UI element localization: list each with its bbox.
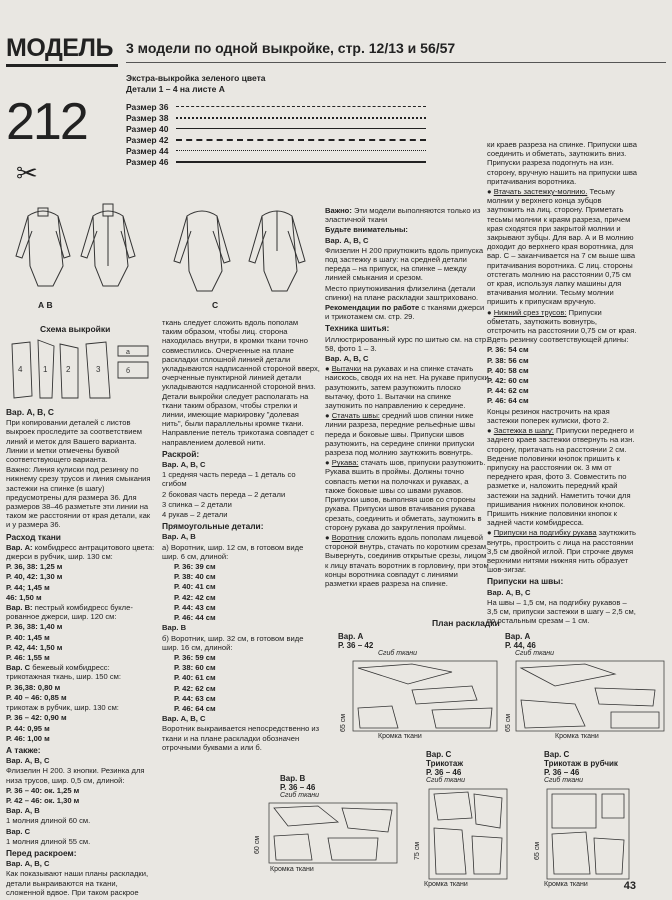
darts-title: Вытачки [331,364,362,374]
plan-3-diagram [268,802,398,864]
rect-b-value: Р. 40: 61 см [174,673,216,683]
low-text-2: Концы резинок настрочить на края застежки поперек кулиски, фото 2. [487,406,610,425]
also-value: Р. 42 – 46: ок. 1,30 м [6,795,80,805]
plan-variant: Вар. А [338,632,364,641]
var-c-rib-value: Р. 44: 0,95 м [6,723,50,733]
var-abc-heading: Вар. А, В, С [6,407,54,417]
zip-title: Втачать застежку-молнию. [493,187,588,197]
recommend-label: Рекомендации по работе [325,303,420,313]
important-text: Эти модели выполняются только из эластичной ткани [325,206,481,225]
size-line [176,106,426,107]
plan-sub: Трикотаж [426,759,464,768]
fold-label: Сгиб ткани [426,777,466,784]
extra-pattern-label: Экстра-выкройка зеленого цвета [126,73,266,83]
size-label: Размер 44 [126,145,169,156]
var-a-label: Вар. А: [6,542,33,552]
svg-text:4: 4 [18,365,23,374]
var-a-value: Р. 40, 42: 1,30 м [6,572,63,582]
size-label: Размер 46 [126,156,169,167]
also-ab: Вар. А, В [6,806,40,816]
col4-intro: ки краев разреза на спинке. Припуски шва соединить и обметать, заутюжить вниз. Припуски разреза подогнуть на изн. сторону, вручную нашить на припуски шва притачивания воротника. [487,140,637,186]
column-3: Важно: Эти модели выполняются только из эластичной ткани Будьте внимательны: Вар. А, В, С Флизелин Н 200 приутюжить вдоль припуска под застежку в шагу: на средней детали переда – на припуск, на спинке – между линией смыкания и срезом. Место приутюживания флизелина (детали спинки) на плане раскладки заштриховано. Рекомендации по работе с тканями джерси и трикотажем см. стр. 29. Техника шитья: Иллюстрированный курс по шитью см. на стр. 58, фото 1 – 3. Вар. А, В, С ● Вытачки на рукавах и на спинке стачать наискось, сводя их на нет. На рукаве припуски разутюжить, затем разутюжить плоско вытачку, фото 1. Вытачки на спинке заутюжить по направлению к середине. ● Стачать швы: средний шов спинки ниже линии разреза, передние рельефные швы переда и боковые швы. Припуски швов разутюжить, на середине спинки припуски разреза под молнию заутюжить вовнутрь. ● Рукава: стачать шов, припуски разутюжить. Рукава вшить в проймы. Должны точно совпасть метки на полочках и рукавах, а также боковые швы со швами рукавов. Припуски швов, выполняя шов со стороны рукава. Припуски швов втачивания рукава срезать, соединить и обметать, заутюжить в сторону рукава до закругления проймы. ● Воротник сложить вдоль пополам лицевой стороной внутрь, стачать по коротким срезам. Вывернуть, соединив открытые срезы, лицом к лицу втачать воротник в горловину, при этом концы воротника совпадут с линиями разметки краев разреза на спинке. [325,206,489,588]
low-value: Р. 46: 64 см [487,396,529,406]
layout-plan-5 [530,750,636,890]
zip-text: Тесьму молнии у верхнего конца зубцов заутюжить на лиц. сторону. Приметать тесьмы молнии к краям разреза, причем края сходятся при закрытой молнии и закрывают зубцы. Для вар. А и В молнию доходит до верхнего края воротника, для вар. С – заканчивается на 7 см выше шва притачивания воротника. С лиц. стороны отстегать молнию на расстоянии 0,75 см от края, используя лапку машины для втачивания молнии. Тесьму молнии пришить к припускам вручную. [487,187,636,307]
allowance-text: На швы – 1,5 см, на подгибку рукавов – 3,5 см, припуски застежки в шагу – 2,5 см, по остальным срезам – 1 см. [487,597,636,626]
also-c: Вар. С [6,826,31,836]
careful-text-2: Место приутюживания флизелина (детали спинки) на плане раскладки заштриховано. [325,283,479,302]
rect-b-text: б) Воротник, шир. 32 см, в готовом виде шир. 16 см, длиной: [162,633,304,652]
careful-heading: Будьте внимательны: [325,225,408,235]
layout-plan-4 [408,750,508,890]
plan-variant: Вар. С [544,750,570,759]
size-label: Размер 36 [126,101,169,112]
crotch-title: Застежка в шагу: [493,426,554,436]
plan-width: 65 см [534,841,541,860]
size-line [176,128,426,129]
allowance-abc: Вар. А, В, С [487,587,531,597]
low-value: Р. 38: 56 см [487,355,529,365]
size-row [126,112,426,123]
rect-ab: Вар. А, В [162,532,196,542]
collar-title: Воротник [331,532,365,542]
model-number: 212 [6,93,87,151]
plan-sizes: Р. 36 – 46 [544,768,580,777]
plan-2-diagram [515,660,665,732]
plan-width: 65 см [340,713,347,732]
plan-sizes: Р. 36 – 46 [280,783,316,792]
plan-sub: Трикотаж в рубчик [544,759,618,768]
rect-a-value: Р. 46: 44 см [174,613,216,623]
fold-label: Сгиб ткани [544,777,584,784]
low-value: Р. 44: 62 см [487,386,529,396]
size-row [126,101,426,112]
size-row [126,123,426,134]
column-1 [6,405,156,898]
important-label: Важно: [325,206,352,215]
recommend-text: с тканями джерси и трикотажем см. стр. 29. [325,303,485,322]
var-a-value: Р. 36, 38: 1,25 м [6,562,63,572]
technique-heading: Техника шитья: [325,323,390,334]
also-c-text: 1 молния длиной 55 см. [6,836,91,846]
fold-label: Сгиб ткани [280,792,320,799]
plan-variant: Вар. С [426,750,452,759]
low-title: Нижний срез трусов: [493,307,567,317]
size-label: Размер 38 [126,112,169,123]
fold-label: Сгиб ткани [378,650,418,657]
plan-variant: Вар. А [505,632,531,641]
low-text: Припуски обметать, заутюжить вовнутрь, отстрочить на расстоянии 0,75 см от края. Вдеть резинку соответствующей длины: [487,307,637,345]
var-c-rib-value: Р. 46: 1,00 м [6,733,50,743]
size-line [176,161,426,163]
rect-heading: Прямоугольные детали: [162,521,264,532]
pattern-scheme-title: Схема выкройки [40,324,111,334]
plan-5-diagram [546,788,630,880]
hem-text: заутюжить внутрь, простроить с лица на расстоянии 3,5 см двойной иглой. При строчке двумя верхними нитями нижняя нить образует шов-зигзаг. [487,528,636,575]
var-b-label: Вар. В: [6,603,33,613]
var-a-value: 46: 1,50 м [6,592,42,602]
consumption-heading: Расход ткани [6,531,61,542]
sleeves-text: стачать шов, припуски разутюжить. Рукава вшить в проймы. Должны точно совпасть метки на полочках и рукавах, а также боковые швы со швами рукавов. Припуски швов, выполняя шов со стороны рукава. Припуски швов втачивания рукава срезать, соединить и обметать, заутюжить в сторону рукава до закругления проймы. [325,458,486,532]
sketch-label-c: С [212,300,219,310]
plan-sizes: Р. 36 – 42 [338,641,374,650]
plan-width: 65 см [505,713,512,732]
selvage-label: Кромка ткани [555,733,599,740]
cut-heading: Раскрой: [162,448,200,459]
selvage-label: Кромка ткани [424,881,468,888]
section-title: МОДЕЛЬ [6,34,113,62]
cut-item: 2 боковая часть переда – 2 детали [162,489,286,499]
plan-sizes: Р. 44, 46 [505,641,536,650]
column-4: ки краев разреза на спинке. Припуски шва соединить и обметать, заутюжить вниз. Припуски разреза подогнуть на изн. сторону, вручную нашить на припуски шва притачивания воротника. ● Втачать застежку-молнию. Тесьму молнии у верхнего конца зубцов заутюжить на лиц. сторону. Приметать тесьмы молнии к краям разреза, причем края сходятся при закрытой молнии и закрывают зубцы. Для вар. А и В молнию доходит до верхнего края воротника, для вар. С – заканчивается на 7 см выше шва притачивания воротника. С лиц. стороны отстегать молнию на расстоянии 0,75 см от края, используя лапку машины для втачивания молнии. Тесьму молнии пришить к припускам вручную. ● Нижний срез трусов: Припуски обметать, заутюжить вовнутрь, отстрочить на расстоянии 0,75 см от края. Вдеть резинку соответствующей длины: Р. 36: 54 см Р. 38: 56 см Р. 40: 58 см Р. 42: 60 см Р. 44: 62 см Р. 46: 64 см Концы резинок настрочить на края застежки поперек кулиски, фото 2. ● Застежка в шагу: Припуски переднего и заднего краев застежки отвернуть на изн. сторону, притачать на расстоянии 2 см. Ведение половинки кнопок пришить к припуску на расстоянии ок. 3 мм от переднего края, фото 3. Совместить по разметке и, наложить передний край застежки на задний. Наметить точки для пришивания нижних половинок кнопок. Пришить нижние половинки кнопок к задней части комбидресса. ● Припуски на подгибку рукава заутюжить внутрь, простроить с лица на расстоянии 3,5 см двойной иглой. При строчке двумя верхними нитями нижняя нить образует шов-зигзаг. Припуски на швы: Вар. А, В, С На швы – 1,5 см, на подгибку рукавов – 3,5 см, припуски застежки в шагу – 2,5 см, по остальным срезам – 1 см. [487,140,637,626]
size-row [126,134,426,145]
transfer-text: Как показывают наши планы раскладки, детали выкраиваются на ткани, сложенной вдвое. При таком раскрое [6,869,149,897]
plan-width: 60 см [254,835,261,854]
size-row [126,145,426,156]
section-rule [6,64,118,67]
also-ab-text: 1 молния длиной 60 см. [6,816,91,826]
rect-b: Вар. В [162,623,187,633]
rect-a-value: Р. 44: 43 см [174,602,216,612]
size-label: Размер 42 [126,134,169,145]
header-divider [126,62,666,63]
selvage-label: Кромка ткани [378,733,422,740]
rect-b-value: Р. 44: 63 см [174,693,216,703]
final-abc: Вар. А, В, С [162,714,206,724]
layout-plan-1 [338,632,498,742]
also-heading: А также: [6,744,41,755]
column-2 [162,318,320,753]
var-a-value: Р. 44; 1,45 м [6,582,50,592]
var-c-text: бежевый комбидресс: трикотажная ткань, шир. 150 см: [6,663,121,682]
page-number: 43 [623,880,636,892]
var-c-value: Р. 36,38: 0,80 м [6,682,61,692]
rect-a-value: Р. 36: 39 см [174,562,216,572]
var-c-value: Р. 40 – 46: 0,85 м [6,692,67,702]
var-c-label: Вар. С [6,663,31,673]
layout-plan-title: План раскладки [432,618,500,628]
low-value: Р. 40: 58 см [487,365,529,375]
plan-4-diagram [428,788,508,880]
fold-label: Сгиб ткани [515,650,555,657]
cutting-intro: ткань следует сложить вдоль пополам таким образом, чтобы лиц. сторона находилась внутри, в кромки ткани точно совместились. Очерченные на плане раскладки сплошной линией детали укладываются надписанной стороной вверх, очерченные пунктирной линией детали укладываются надписанной стороной вниз. Детали выкройки следует располагать на ткани таким образом, чтобы стрелки и линии, имеющие маркировку "долевая нить", были параллельны кромке ткани. Направление петель трикотажа совпадет с направлением долевой нити. [162,318,320,447]
var-c-rib-value: Р. 36 – 42: 0,90 м [6,713,67,723]
also-value: Р. 36 – 40: ок. 1,25 м [6,785,80,795]
garment-sketch-ab [8,196,158,296]
careful-abc: Вар. А, В, С [325,235,369,245]
hem-title: Припуски на подгибку рукава [493,528,597,538]
rect-a-value: Р. 38: 40 см [174,572,216,582]
also-abc: Вар. А, В, С [6,756,50,766]
transfer-heading: Перед раскроем: [6,847,77,858]
svg-text:3: 3 [96,365,101,374]
also-abc-text: Флизелин Н 200. 3 кнопки. Резинка для низа трусов, шир. 0,5 см, длиной: [6,766,145,785]
final-text: Воротник выкраивается непосредственно из ткани и на плане раскладки обозначен отрочными буквами а или б. [162,724,320,752]
plan-width: 75 см [414,841,421,860]
size-line [176,117,426,119]
sketch-label-ab: А В [38,300,53,310]
copy-note: При копировании деталей с листов выкроек проследите за соответствием линий и меток для Вашего варианта. Линии и метки отмечены буквой соответствующего варианта. [6,418,142,465]
size-line [176,139,426,141]
layout-plan-3 [250,774,400,889]
var-b-text: пестрый комбидресс букле-рованное джерси, шир. 120 см: [6,603,133,622]
rect-b-value: Р. 42: 62 см [174,683,216,693]
layout-plan-2 [505,632,665,742]
cut-abc: Вар. А, В, С [162,460,206,470]
low-value: Р. 42: 60 см [487,376,529,386]
rect-b-value: Р. 36: 59 см [174,652,216,662]
size-line [176,150,426,151]
svg-text:1: 1 [43,365,48,374]
rect-a-value: Р. 42: 42 см [174,592,216,602]
svg-text:2: 2 [66,365,71,374]
transfer-abc: Вар. А, В, С [6,859,50,869]
pattern-scheme [8,336,158,402]
var-b-value: Р. 46: 1,55 м [6,653,50,663]
pattern-info [126,73,266,95]
pieces-sheet-label: Детали 1 – 4 на листе А [126,84,225,94]
darts-text: на рукавах и на спинке стачать наискось, сводя их на нет. На рукаве припуски разутюжить, затем разутюжить плоско вытачку, фото 1. Вытачки на спинке заутюжить по направлению к середине. [325,364,489,411]
selvage-label: Кромка ткани [544,881,588,888]
low-value: Р. 36: 54 см [487,345,529,355]
garment-sketch-c [162,196,332,306]
cut-item: 3 спинка – 2 детали [162,499,232,509]
var-b-value: Р. 42, 44: 1,50 м [6,642,63,652]
var-b-value: Р. 36, 38: 1,40 м [6,622,63,632]
cut-item: 4 рукав – 2 детали [162,510,228,520]
var-a-text: комбидресс антрацитового цвета: джерси в рубчик, шир. 130 см: [6,542,155,562]
allowance-heading: Припуски на швы: [487,576,564,587]
important-note: Важно: Линия кулиски под резинку по нижнему срезу трусов и линия смыкания застежки на спинке (в шагу) предусмотрены для размера 36. Для размеров 38–46 разметьте эти линии на таком же расстоянии от края детали, как и у размера 36. [6,465,151,530]
size-label: Размер 40 [126,123,169,134]
rect-b-value: Р. 38: 60 см [174,663,216,673]
selvage-label: Кромка ткани [270,866,314,873]
sleeves-title: Рукава: [331,458,359,468]
scissors-icon: ✂ [16,158,38,188]
rect-a-value: Р. 40: 41 см [174,582,216,592]
plan-sizes: Р. 36 – 46 [426,768,462,777]
tech-abc: Вар. А, В, С [325,354,369,364]
svg-text:б: б [126,368,131,375]
careful-text: Флизелин Н 200 приутюжить вдоль припуска под застежку в шагу: на средней детали переда – на припуск, на спинке – между линией смыкания и срезом. [325,245,484,283]
plan-variant: Вар. В [280,774,306,783]
var-b-value: Р. 40: 1,45 м [6,632,50,642]
cut-item: 1 средняя часть переда – 1 деталь со сгибом [162,470,296,489]
page-title: 3 модели по одной выкройке, стр. 12/13 и 56/57 [126,40,456,56]
svg-text:а: а [126,349,130,356]
size-row [126,156,426,167]
technique-text: Иллюстрированный курс по шитью см. на стр. 58, фото 1 – 3. [325,334,489,353]
seams-title: Стачать швы: [331,411,380,421]
crotch-text: Припуски переднего и заднего краев застежки отвернуть на изн. сторону, притачать на расстоянии 2 см. Ведение половинки кнопок пришить к припуску на расстоянии ок. 3 мм от переднего края, фото 3. Совместить по разметке и, наложить передний край застежки на задний. Наметить точки для пришивания нижних половинок кнопок. Пришить нижние половинки кнопок к задней части комбидресса. [487,426,635,528]
collar-text: сложить вдоль пополам лицевой стороной внутрь, стачать по коротким срезам. Вывернуть, соединив открытые срезы, лицом к лицу втачать воротник в горловину, при этом концы воротника совпадут с линиями разметки краев разреза на спинке. [325,532,489,588]
rect-a-text: а) Воротник, шир. 12 см, в готовом виде шир. 6 см, длиной: [162,542,304,561]
seams-text: средний шов спинки ниже линии разреза, передние рельефные швы переда и боковые швы. Припуски швов разутюжить, на середине спинки припуски разреза под молнию заутюжить вовнутрь. [325,411,475,458]
var-c-rib-text: трикотаж в рубчик, шир. 130 см: [6,703,119,713]
rect-b-value: Р. 46: 64 см [174,703,216,713]
plan-1-diagram [352,660,498,732]
size-legend [126,101,426,167]
